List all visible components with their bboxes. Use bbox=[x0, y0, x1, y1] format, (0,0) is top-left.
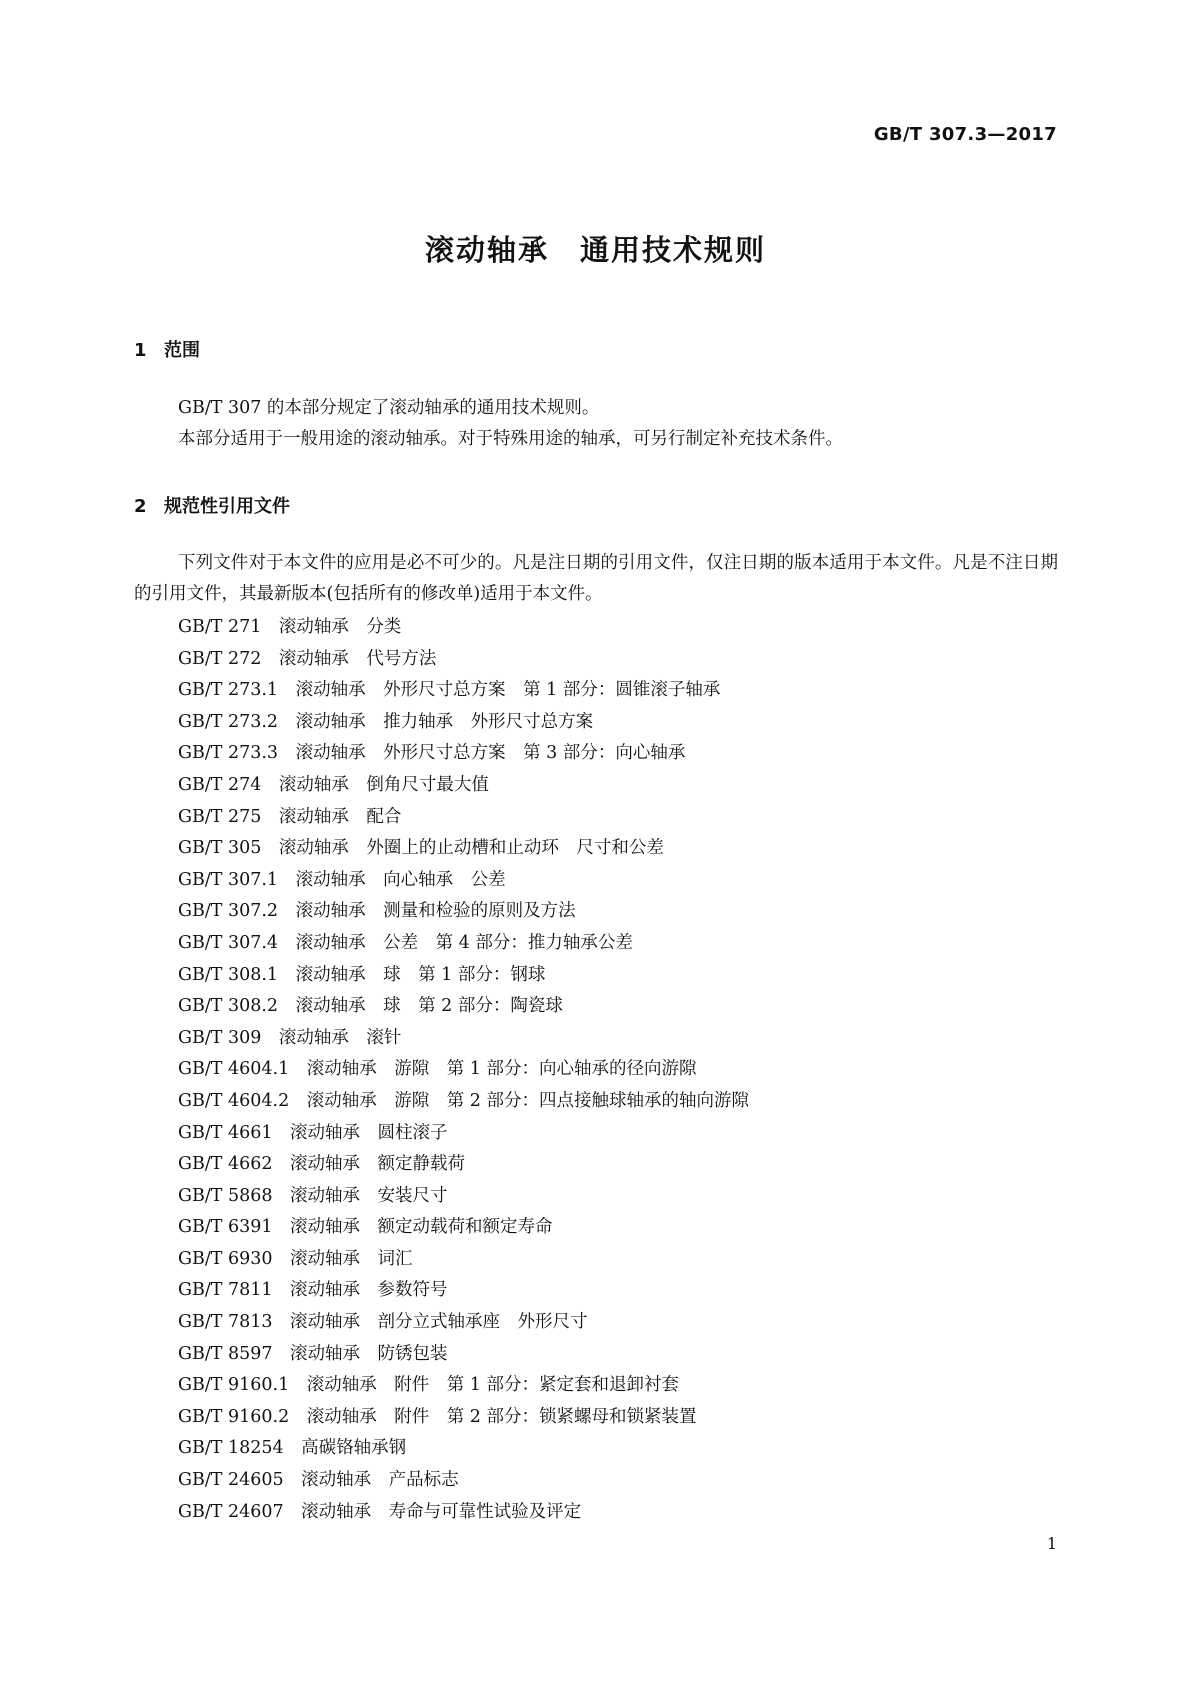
reference-item: GB/T 307.4 滚动轴承 公差 第 4 部分：推力轴承公差 bbox=[178, 932, 633, 953]
reference-item: GB/T 24605 滚动轴承 产品标志 bbox=[178, 1470, 459, 1491]
reference-item: GB/T 274 滚动轴承 倒角尺寸最大值 bbox=[178, 774, 489, 795]
section-title: 范围 bbox=[164, 340, 200, 361]
reference-item: GB/T 4661 滚动轴承 圆柱滚子 bbox=[178, 1122, 448, 1143]
reference-item: GB/T 271 滚动轴承 分类 bbox=[178, 617, 402, 637]
reference-item: GB/T 5868 滚动轴承 安装尺寸 bbox=[178, 1185, 448, 1206]
section-title: 规范性引用文件 bbox=[164, 496, 290, 517]
reference-item: GB/T 6391 滚动轴承 额定动载荷和额定寿命 bbox=[178, 1217, 553, 1238]
page-number: 1 bbox=[1046, 1534, 1057, 1553]
document-title: 滚动轴承 通用技术规则 bbox=[424, 233, 766, 267]
reference-item: GB/T 307.2 滚动轴承 测量和检验的原则及方法 bbox=[178, 901, 576, 922]
reference-item: GB/T 4662 滚动轴承 额定静载荷 bbox=[178, 1154, 466, 1175]
normative-references-list bbox=[178, 612, 749, 1528]
reference-item: GB/T 308.2 滚动轴承 球 第 2 部分：陶瓷球 bbox=[178, 996, 563, 1017]
reference-item: GB/T 24607 滚动轴承 寿命与可靠性试验及评定 bbox=[178, 1501, 582, 1522]
section-2-paragraph-1: 下列文件对于本文件的应用是必不可少的。凡是注日期的引用文件，仅注日期的版本适用于本文件。凡是不注日期的引用文件，其最新版本(包括所有的修改单)适用于本文件。 bbox=[134, 553, 1058, 604]
reference-item: GB/T 7811 滚动轴承 参数符号 bbox=[178, 1280, 448, 1301]
reference-item: GB/T 9160.1 滚动轴承 附件 第 1 部分：紧定套和退卸衬套 bbox=[178, 1375, 679, 1396]
reference-item: GB/T 308.1 滚动轴承 球 第 1 部分：钢球 bbox=[178, 964, 546, 985]
reference-item: GB/T 272 滚动轴承 代号方法 bbox=[178, 648, 437, 669]
reference-item: GB/T 273.1 滚动轴承 外形尺寸总方案 第 1 部分：圆锥滚子轴承 bbox=[178, 680, 721, 701]
reference-item: GB/T 18254 高碳铬轴承钢 bbox=[178, 1438, 407, 1459]
section-1-heading bbox=[134, 336, 200, 362]
section-2-heading bbox=[134, 492, 290, 518]
reference-item: GB/T 273.3 滚动轴承 外形尺寸总方案 第 3 部分：向心轴承 bbox=[178, 743, 686, 764]
section-number: 2 bbox=[134, 496, 147, 517]
reference-item: GB/T 9160.2 滚动轴承 附件 第 2 部分：锁紧螺母和锁紧装置 bbox=[178, 1406, 697, 1427]
reference-item: GB/T 8597 滚动轴承 防锈包装 bbox=[178, 1343, 448, 1364]
reference-item: GB/T 4604.1 滚动轴承 游隙 第 1 部分：向心轴承的径向游隙 bbox=[178, 1059, 697, 1080]
section-1-paragraph-1: GB/T 307 的本部分规定了滚动轴承的通用技术规则。 bbox=[178, 398, 600, 418]
reference-item: GB/T 4604.2 滚动轴承 游隙 第 2 部分：四点接触球轴承的轴向游隙 bbox=[178, 1090, 749, 1111]
section-number: 1 bbox=[134, 340, 147, 361]
reference-item: GB/T 309 滚动轴承 滚针 bbox=[178, 1027, 402, 1048]
reference-item: GB/T 273.2 滚动轴承 推力轴承 外形尺寸总方案 bbox=[178, 711, 594, 732]
section-1-paragraph-2: 本部分适用于一般用途的滚动轴承。对于特殊用途的轴承，可另行制定补充技术条件。 bbox=[178, 429, 843, 449]
reference-item: GB/T 275 滚动轴承 配合 bbox=[178, 806, 402, 827]
reference-item: GB/T 305 滚动轴承 外圈上的止动槽和止动环 尺寸和公差 bbox=[178, 838, 664, 859]
reference-item: GB/T 6930 滚动轴承 词汇 bbox=[178, 1248, 413, 1269]
reference-item: GB/T 307.1 滚动轴承 向心轴承 公差 bbox=[178, 869, 506, 890]
reference-item: GB/T 7813 滚动轴承 剖分立式轴承座 外形尺寸 bbox=[178, 1312, 588, 1333]
standard-number-header: GB/T 307.3—2017 bbox=[873, 124, 1057, 145]
